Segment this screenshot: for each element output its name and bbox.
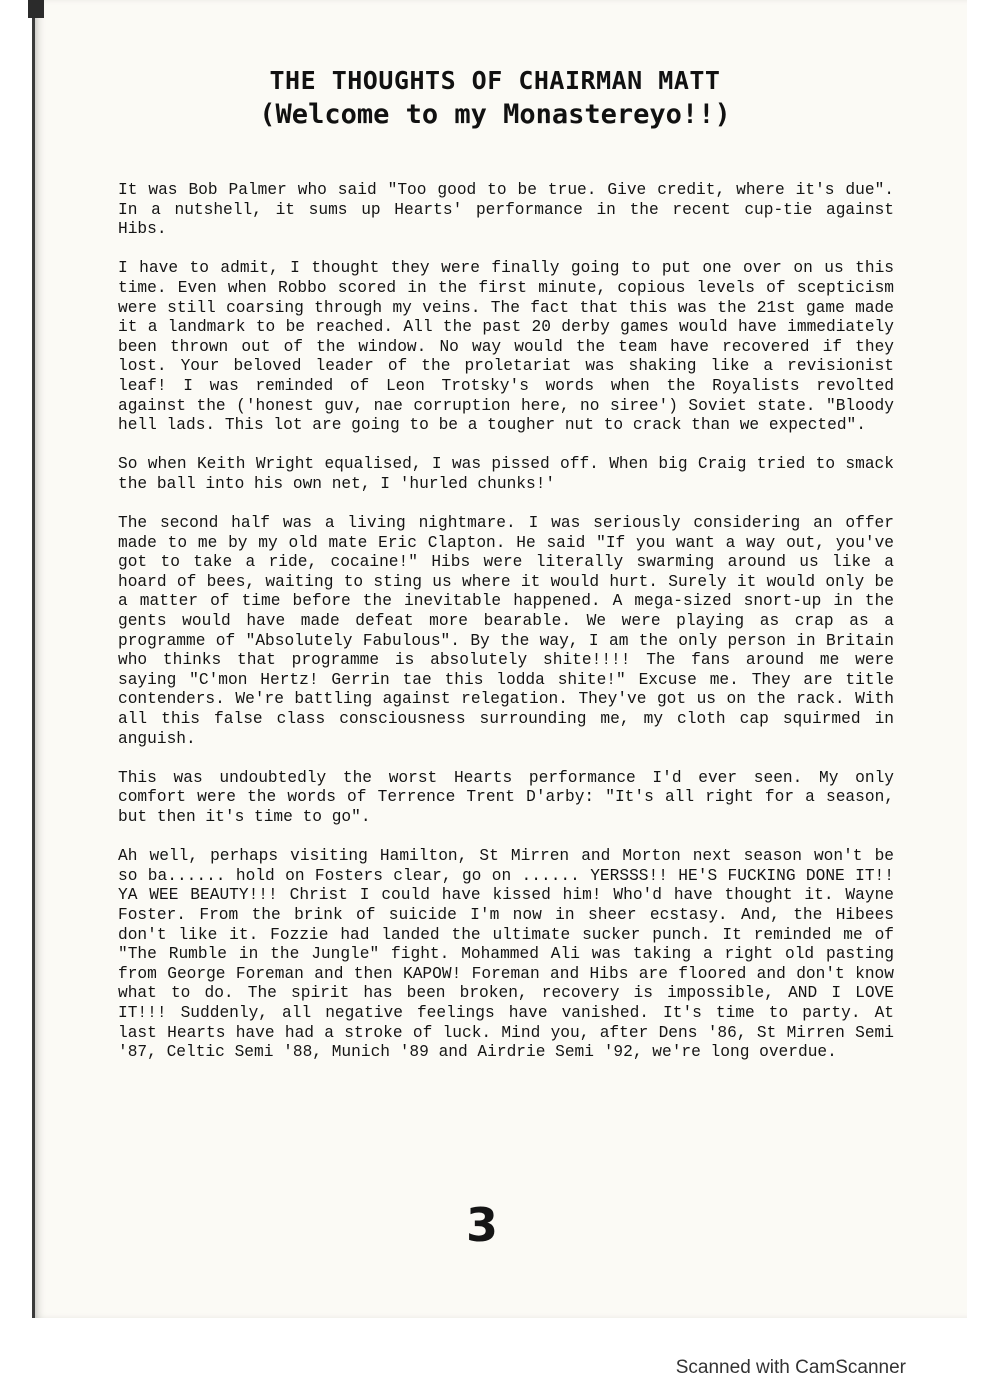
article-body — [118, 181, 894, 1082]
paragraph: Ah well, perhaps visiting Hamilton, St Mirren and Morton next season won't be so ba...... hold on Fosters clear, go on ...... YERSSS!! HE'S FUCKING DONE IT!! YA WEE BEAUTY!!! Christ I could have kissed him! Who'd have thought it. Wayne Foster. From the brink of suicide I'm now in sheer ecstasy. And, the Hibees don't like it. Fozzie had landed the ultimate sucker punch. It reminded me of "The Rumble in the Jungle" fight. Mohammed Ali was taking a right old pasting from George Foreman and then KAPOW! Foreman and Hibs are floored and don't know what to do. The spirit has been broken, recovery is impossible, AND I LOVE IT!!! Suddenly, all negative feelings have vanished. It's time to party. At last Hearts have had a stroke of luck. Mind you, after Dens '86, St Mirren Semi '87, Celtic Semi '88, Munich '89 and Airdrie Semi '92, we're long overdue. — [118, 847, 894, 1062]
paragraph: So when Keith Wright equalised, I was pissed off. When big Craig tried to smack the ball into his own net, I 'hurled chunks!' — [118, 455, 894, 493]
paragraph: The second half was a living nightmare. I was seriously considering an offer made to me by my old mate Eric Clapton. He said "If you want a way out, you've got to take a ride, cocaine!" Hibs were literally swarming around us like a hoard of bees, waiting to sting us where it would hurt. Surely it would only be a matter of time before the inevitable happened. A mega-sized snort-up in the gents would have made defeat more bearable. We were playing as crap as a programme of "Absolutely Fabulous". By the way, I am the only person in Britain who thinks that programme is absolutely shite!!!! The fans around me were saying "C'mon Hertz! Gerrin tae this lodda shite!" Excuse me. They are title contenders. We're battling against relegation. They've got us on the rack. With all this false class consciousness surrounding me, my cloth cap squirmed in anguish. — [118, 514, 894, 748]
paragraph: It was Bob Palmer who said "Too good to be true. Give credit, where it's due". In a nutshell, it sums up Hearts' performance in the recent cup-tie against Hibs. — [118, 181, 894, 239]
binding-edge — [28, 0, 44, 18]
article-title: THE THOUGHTS OF CHAIRMAN MATT — [269, 66, 721, 95]
scanner-watermark: Scanned with CamScanner — [675, 1357, 906, 1378]
article-subtitle: (Welcome to my Monastereyo!!) — [259, 99, 731, 130]
paragraph: This was undoubtedly the worst Hearts performance I'd ever seen. My only comfort were the words of Terrence Trent D'arby: "It's all right for a season, but then it's time to go". — [118, 768, 894, 826]
page-number: 3 — [466, 1198, 499, 1252]
paragraph: I have to admit, I thought they were finally going to put one over on us this time. Even when Robbo scored in the first minute, copious levels of scepticism were still coarsing through my veins. The fact that this was the 21st game made it a landmark to be reached. All the past 20 derby games would have immediately been thrown out of the window. No way would the team have recovered if they lost. Your beloved leader of the proletariat was shaking like a revisionist leaf! I was reminded of Leon Trotsky's words when the Royalists revolted against the ('honest guv, nae corruption here, no siree') Soviet state. "Bloody hell lads. This lot are going to be a tougher nut to crack than we expected". — [118, 259, 894, 435]
